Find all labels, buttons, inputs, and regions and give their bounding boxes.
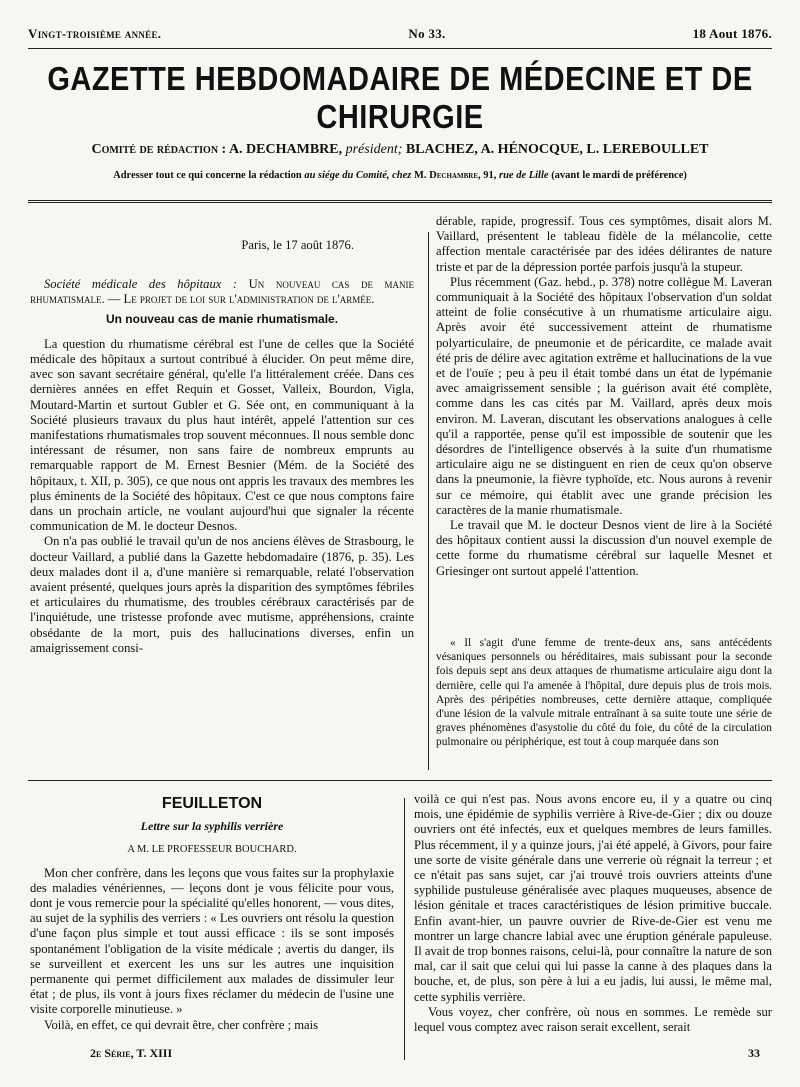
rubric-topics: Un nouveau cas de manie rhumatismale. — Le projet de loi sur l'administration de l'armée. [30,277,414,307]
feuilleton-dedication: A M. LE PROFESSEUR BOUCHARD. [127,844,297,856]
editorial-committee [30,142,770,158]
right-paragraph-3: Le travail que M. le docteur Desnos vient de lire à la Société des hôpitaux contient aussi la discussion d'un nouvel exemple de cette forme du rhumatisme cérébral sur laquelle Mesnet et Griesinger ont surtout appelé l'attention. [436,518,772,578]
feuilleton-right-paragraph-1: voilà ce qui n'est pas. Nous avons encore eu, il y a quatre ou cinq mois, une épidémie de syphilis verrière à Rive-de-Gier ; dix ou douze ouvriers ont été infectés, eux et quelques membres de leurs familles. Plus récemment, il y a quinze jours, j'ai été appelé, à Givors, pour faire une sorte de visite générale dans une verrerie où régnait la terreur ; et ce n'était pas sans sujet, car j'ai trouvé trois ouvriers atteints d'une syphilide pustuleuse généralisée avec plaques muqueuses, absence de lésion génitale et traces caractéristiques de lésion primitive buccale. Enfin avant-hier, un pauvre ouvrier de Rive-de-Gier est venu me montrer un large chancre labial avec une éruption générale papuleuse. Il avait de trop bonnes raisons, celui-là, pour connaître la nature de son mal, car il sait que celui qui lui passe la canne à des plaques dans la bouche, et, de plus, son père à lui a eu jadis, lui aussi, le même mal, cette syphilis verrière. [414,792,772,1004]
left-paragraph-2: On n'a pas oublié le travail qu'un de nos anciens élèves de Strasbourg, le docteur Vaillard, a publié dans la Gazette hebdomadaire (1876, p. 35). Les deux malades dont il a, d'une manière si remarquable, relaté l'observation avaient présenté, quelques jours après la disparition des symptômes fébriles et articulaires du rhumatisme, des troubles cérébraux caractérisés par de l'inquiétude, une tristesse profonde avec mutisme, appréhensions, crainte obsédante de la mort, puis des hallucinations diverses, enfin un amaigrissement consi- [30,534,414,655]
right-paragraph-2: Plus récemment (Gaz. hebd., p. 378) notre collègue M. Laveran communiquait à la Société des hôpitaux l'observation d'un soldat atteint de folie consécutive à un rhumatisme articulaire aigu. Après avoir été successivement atteint de rhumatisme polyarticulaire, de pneumonie et de péricardite, ce malade avait été pris de délire avec agitation extrême et hallucinations de la vue et de l'ouïe ; peu à peu il était tombé dans un état de lypémanie avec amaigrissement sensible ; la guérison avait été complète, comme dans les cas cités par M. Vaillard, après deux mois environ. M. Laveran, discutant les observations analogues à celle qu'il a rapportée, pense qu'il est impossible de soutenir que les désordres de l'intelligence observés à la suite d'un rhumatisme articulaire aigu ne se distinguent en rien de ceux qu'on observe dans la pneumonie, la fièvre typhoïde, etc. Nous aurons à revenir sur ce mémoire, qui établit avec une grande précision les caractères de la manie rhumatismale. [436,274,772,517]
masthead-rule-top [28,48,772,49]
right-column [436,214,772,626]
rubric-section: Société médicale des hôpitaux : [44,277,238,292]
issue-date: 18 Aout 1876. [692,26,772,41]
feuilleton-rule [28,780,772,781]
left-column [30,232,414,772]
quoted-observation [436,636,772,774]
feuilleton-divider [404,798,405,1060]
newspaper-title: GAZETTE HEBDOMADAIRE DE MÉDECINE ET DE CHIRURGIE [47,61,753,136]
year-label: Vingt-troisième année. [28,26,162,41]
masthead-top-line [28,26,772,44]
committee-president: A. DECHAMBRE, [228,142,343,157]
feuilleton-right [414,792,772,1042]
rubric [30,277,414,307]
address-part-3: M. Dechambre, 91, [414,170,497,181]
address-line [30,170,770,181]
address-part-4: rue de Lille [498,170,549,181]
address-part-2: au siége du Comité, chez [304,170,412,181]
article-subheading: Un nouveau cas de manie rhumatismale. [105,311,339,326]
feuilleton-subtitle: Lettre sur la syphilis verrière [140,819,284,834]
left-paragraph-1: La question du rhumatisme cérébral est l'une de celles que la Société médicale des hôpitaux a surtout contribué à élucider. On peut même dire, avec son savant secrétaire général, qu'elle l'a littéralement créée. Dans ces dernières années en effet Requin et Gosset, Valleix, Bourdon, Vigla, Moutard-Martin et surtout Gubler et G. Sée ont, en communiquant à la Société plusieurs travaux du plus haut intérêt, appelé l'attention sur ces manifestations rhumatismales trop souvent méconnues. Il nous semble donc intéressant de résumer, non sans faire de nombreux emprunts au remarquable rapport de M. Ernest Besnier (Mém. de la Société des hôpitaux, t. XII, p. 305), ce que nous ont appris les travaux des membres les plus éminents de la Société des hôpitaux. C'est ce que nous comptons faire dans un prochain article, ne voulant aujourd'hui que signaler la récente communication de M. le docteur Desnos. [30,336,414,534]
quote-paragraph: « Il s'agit d'une femme de trente-deux ans, sans antécédents vésaniques personnels ou héréditaires, mais subissant pour la seconde fois depuis sept ans deux attaques de rhumatisme articulaire aigu dont la dernière, celle qui l'a amenée à l'hôpital, dure depuis plus de trois mois. Après des péripéties nombreuses, cette dernière attaque, compliquée d'une lésion de la valvule mitrale entraînant à sa suite toute une série de graves phénomènes d'asystolie du côté du foie, du côté de la circulation pulmonaire ou périphérique, est tout à coup marquée dans son [436,637,772,749]
address-part-5: (avant le mardi de préférence) [551,170,687,181]
feuilleton-left [30,792,394,1060]
committee-label: Comité de rédaction : [91,142,227,157]
feuilleton-paragraph-2: Voilà, en effet, ce qui devrait être, cher confrère ; mais [44,1017,319,1032]
page-footer [90,1046,760,1061]
right-paragraph-1: dérable, rapide, progressif. Tous ces symptômes, disait alors M. Vaillard, présentent le tableau fidèle de la mélancolie, cette affection mentale caractérisée par des idées délirantes de nature triste et par de la dépression portée parfois jusqu'à la stupeur. [436,214,772,274]
feuilleton-paragraph-1: Mon cher confrère, dans les leçons que vous faites sur la prophylaxie des maladies vénériennes, — leçons dont je vous félicite pour vous, dont je vous remercie pour la spécialité qu'elles honorent, — vous dites, au sujet de la syphilis des verriers : « Les ouvriers ont résolu la question d'une façon plus simple et tout aussi efficace : ils se sont imposés spontanément l'obligation de la visite médicale ; avertis du danger, ils se surveillent et exercent les uns sur les autres une inquisition permanente qui permet difficilement aux malades de dissimuler leur état ; de plus, ils vont à jours fixes réclamer du médecin de l'usine une visite corporelle minutieuse. » [30,865,394,1017]
masthead-rule-bottom [28,200,772,203]
committee-members: BLACHEZ, A. HÉNOCQUE, L. LEREBOULLET [405,142,709,157]
president-word: président; [345,142,403,157]
dateline: Paris, le 17 août 1876. [241,238,354,252]
feuilleton-heading: FEUILLETON [161,795,263,812]
column-divider [428,232,429,770]
address-part-1: Adresser tout ce qui concerne la rédaction [113,170,302,181]
issue-number: No 33. [408,26,446,41]
feuilleton-right-paragraph-2: Vous voyez, cher confrère, où nous en sommes. Le remède sur lequel vous comptez avec raison serait excellent, serait [414,1004,772,1035]
page-number: 33 [748,1046,760,1060]
series-volume: 2e Série, T. XIII [90,1046,173,1060]
